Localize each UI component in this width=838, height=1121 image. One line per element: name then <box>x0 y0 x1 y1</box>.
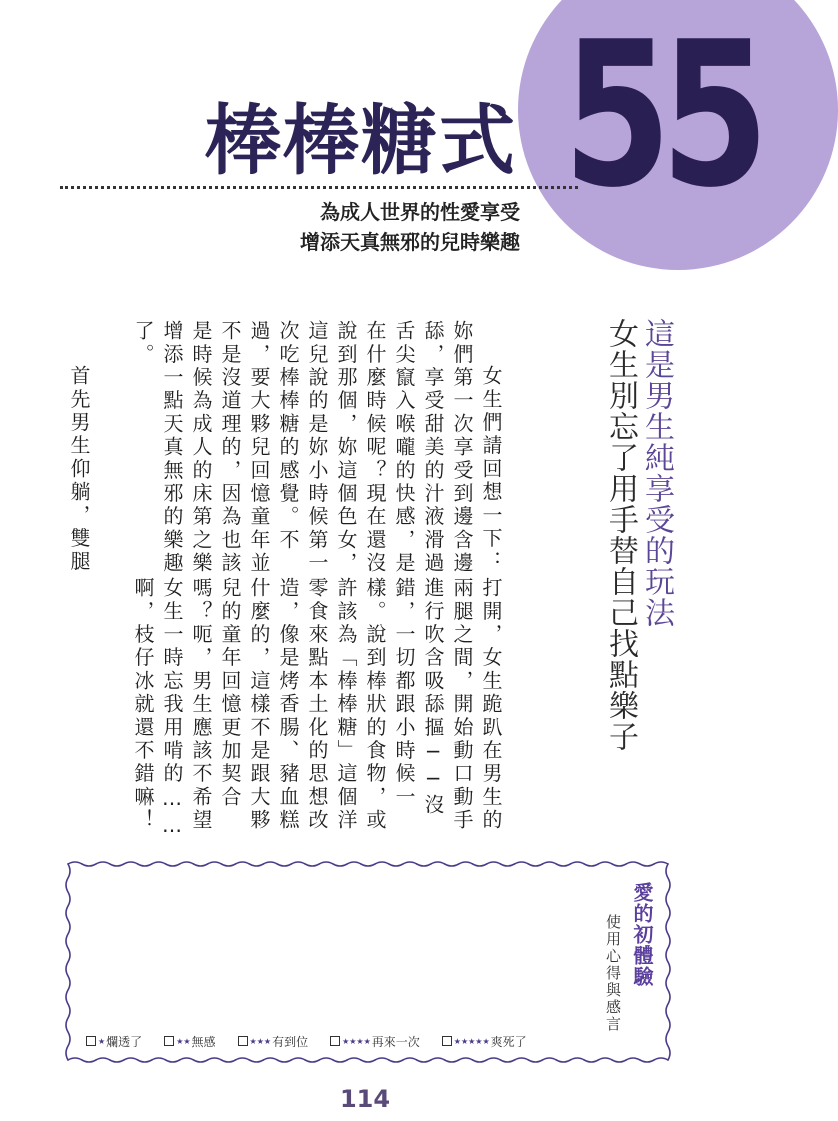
checkbox[interactable] <box>442 1036 452 1046</box>
body-column: 嗎？呃，男生應該不希望 <box>189 577 213 833</box>
body-column: 錯，一切都跟小時候一 <box>392 577 416 809</box>
body-column: 舔，享受甜美的汁液滑過 <box>421 320 445 576</box>
rating-label: 爽死了 <box>490 1034 527 1049</box>
body-column: 零食來點本土化的思想改 <box>305 577 329 833</box>
body-column: 女生們請回想一下： <box>479 365 503 574</box>
rating-options <box>86 1031 606 1051</box>
body-column: 造，像是烤香腸、豬血糕 <box>276 577 300 833</box>
body-column: 這兒說的是妳小時候第一 <box>305 320 329 576</box>
body-column: 過，要大夥兒回憶童年並 <box>247 320 271 576</box>
star-icons: ★ <box>98 1036 106 1046</box>
body-column: 在什麼時候呢？現在還沒 <box>363 320 387 576</box>
star-icons: ★★★ <box>249 1036 272 1046</box>
body-column: 進行吹含吸舔摳──沒 <box>421 577 445 817</box>
body-column: 次吃棒棒糖的感覺。不 <box>276 320 300 552</box>
subtitle-line-1: 為成人世界的性愛享受 <box>320 200 520 224</box>
rating-label: 無感 <box>191 1034 216 1049</box>
rating-option[interactable] <box>330 1031 420 1051</box>
body-column: 樣。說到棒狀的食物，或 <box>363 577 387 833</box>
body-column: 打開，女生跪趴在男生的 <box>479 577 503 833</box>
checkbox[interactable] <box>164 1036 174 1046</box>
experience-box-subtitle: 使用心得與感言 <box>604 914 622 1033</box>
rating-option[interactable] <box>164 1031 215 1051</box>
headline-line-2: 女生別忘了用手替自己找點樂子 <box>603 318 638 752</box>
body-column: 首先男生仰躺，雙腿 <box>67 365 91 574</box>
chapter-number: 55 <box>563 0 759 232</box>
body-column: 妳們第一次享受到邊含邊 <box>450 320 474 576</box>
rating-option[interactable] <box>86 1031 142 1051</box>
subtitle-line-2: 增添天真無邪的兒時樂趣 <box>300 230 520 254</box>
checkbox[interactable] <box>86 1036 96 1046</box>
headline-line-1: 這是男生純享受的玩法 <box>639 318 674 628</box>
rating-label: 有到位 <box>272 1034 309 1049</box>
body-column: 啊，枝仔冰就還不錯嘛！ <box>131 577 155 833</box>
dotted-divider <box>60 186 578 189</box>
star-icons: ★★★★★ <box>453 1036 490 1046</box>
body-column: 增添一點天真無邪的樂趣 <box>160 320 184 576</box>
rating-option[interactable] <box>442 1031 527 1051</box>
experience-box-title: 愛的初體驗 <box>630 882 654 987</box>
body-column: 什麼的，這樣不是跟大夥 <box>247 577 271 833</box>
body-column: 了。 <box>131 320 155 367</box>
star-icons: ★★ <box>176 1036 191 1046</box>
checkbox[interactable] <box>238 1036 248 1046</box>
body-column: 是時候為成人的床第之樂 <box>189 320 213 576</box>
body-column: 兒的童年回憶更加契合 <box>218 577 242 809</box>
body-column: 說到那個，妳這個色女， <box>334 320 358 576</box>
body-column: 女生一時忘我用啃的…… <box>160 577 184 841</box>
body-column: 許該為「棒棒糖」這個洋 <box>334 577 358 833</box>
body-column: 兩腿之間，開始動口動手 <box>450 577 474 833</box>
rating-option[interactable] <box>238 1031 309 1051</box>
star-icons: ★★★★ <box>342 1036 371 1046</box>
page-number: 114 <box>339 1085 391 1113</box>
body-column: 舌尖竄入喉嚨的快感，是 <box>392 320 416 576</box>
checkbox[interactable] <box>330 1036 340 1046</box>
rating-label: 爛透了 <box>106 1034 143 1049</box>
rating-label: 再來一次 <box>371 1034 420 1049</box>
body-column: 不是沒道理的，因為也該 <box>218 320 242 576</box>
page-title: 棒棒糖式 <box>205 96 517 185</box>
